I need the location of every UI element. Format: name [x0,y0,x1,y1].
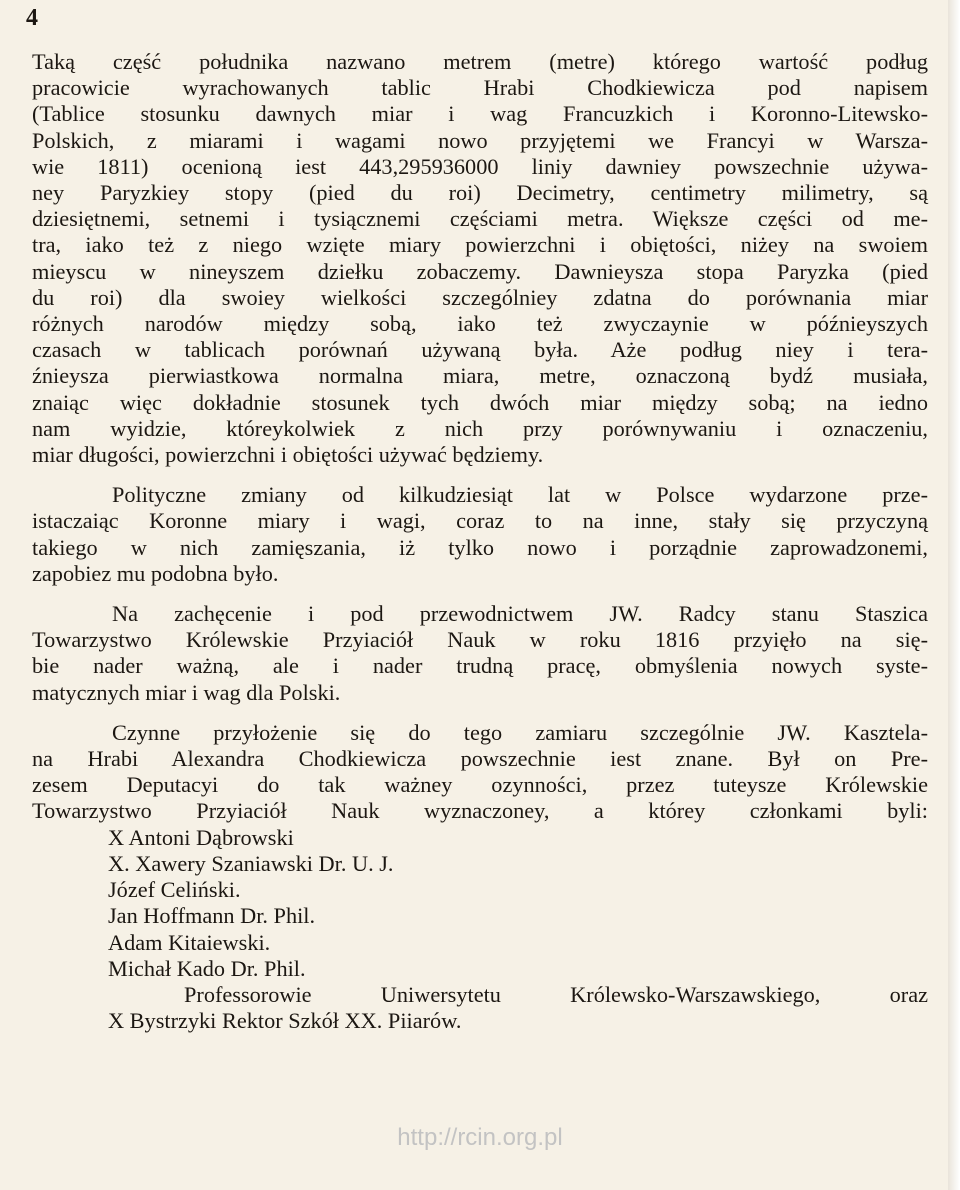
member-name: Józef Celiński. [108,877,241,903]
text-line: Taką część południka nazwano metrem (metre) którego wartość podług [32,49,928,74]
member-name: Michał Kado Dr. Phil. [108,955,306,981]
text-line: czasach w tablicach porównań używaną była. Aże podług niey i tera- [32,337,928,363]
text-line: matycznych miar i wag dla Polski. [32,679,341,705]
text-line: pracowicie wyrachowanych tablic Hrabi Chodkiewicza pod napisem [32,75,928,101]
member-name: X Antoni Dąbrowski [108,824,294,850]
member-name: Jan Hoffmann Dr. Phil. [108,903,316,929]
page-edge [948,0,960,1190]
text-line: znaiąc więc dokładnie stosunek tych dwóch miar między sobą; na iedno [32,389,928,415]
text-line: takiego w nich zamięszania, iż tylko nowo i porządnie zaprowadzonemi, [32,534,928,560]
member-name: X. Xawery Szaniawski Dr. U. J. [108,850,394,876]
text-line: zapobiez mu podobna było. [32,560,279,586]
text-line: źnieysza pierwiastkowa normalna miara, metre, oznaczoną bydź musiała, [32,363,928,389]
text-line: Towarzystwo Królewskie Przyiaciół Nauk w roku 1816 przyięło na się- [32,627,928,653]
text-line: wie 1811) ocenioną iest 443,295936000 liniy dawniey powszechnie używa- [32,153,928,179]
text-line: istaczaiąc Koronne miary i wagi, coraz to na inne, stały się przyczyną [32,508,928,534]
member-name: Adam Kitaiewski. [108,929,271,955]
text-line: różnych narodów między sobą, iako też zwyczaynie w późnieyszych [32,311,928,337]
text-line: (Tablice stosunku dawnych miar i wag Francuzkich i Koronno-Litewsko- [32,101,928,127]
body-text [32,49,928,1034]
text-line: Czynne przyłożenie się do tego zamiaru szczególnie JW. Kasztela- [112,719,928,745]
text-line: dziesiętnemi, setnemi i tysiącznemi częściami metra. Większe części od me- [32,206,928,232]
text-line: Polityczne zmiany od kilkudziesiąt lat w Polsce wydarzone prze- [112,482,928,508]
watermark-url: http://rcin.org.pl [397,1124,563,1151]
page-number: 4 [26,5,38,31]
text-line: ney Paryzkiey stopy (pied du roi) Decimetry, centimetry milimetry, są [32,180,928,206]
text-line: mieyscu w nineyszem dziełku zobaczemy. Dawnieysza stopa Paryzka (pied [32,258,928,284]
text-line: Towarzystwo Przyiaciół Nauk wyznaczoney, a którey członkami byli: [32,798,928,824]
text-line: zesem Deputacyi do tak ważney ozynności, przez tuteysze Królewskie [32,772,928,798]
text-line: na Hrabi Alexandra Chodkiewicza powszechnie iest znane. Był on Pre- [32,746,928,772]
text-line: nam wyidzie, któreykolwiek z nich przy porównywaniu i oznaczeniu, [32,415,928,441]
text-line: bie nader ważną, ale i nader trudną pracę, obmyślenia nowych syste- [32,653,928,679]
text-line: du roi) dla swoiey wielkości szczególniey zdatna do porównania miar [32,284,928,310]
closing-line: X Bystrzyki Rektor Szkół XX. Piiarów. [108,1008,462,1034]
closing-line: Professorowie Uniwersytetu Królewsko-Warszawskiego, oraz [184,981,928,1007]
text-line: Polskich, z miarami i wagami nowo przyjętemi we Francyi w Warsza- [32,127,928,153]
text-line: Na zachęcenie i pod przewodnictwem JW. Radcy stanu Staszica [112,601,928,627]
text-line: miar długości, powierzchni i obiętości używać będziemy. [32,442,544,468]
text-line: tra, iako też z niego wzięte miary powierzchni i obiętości, niżey na swoiem [32,232,928,258]
